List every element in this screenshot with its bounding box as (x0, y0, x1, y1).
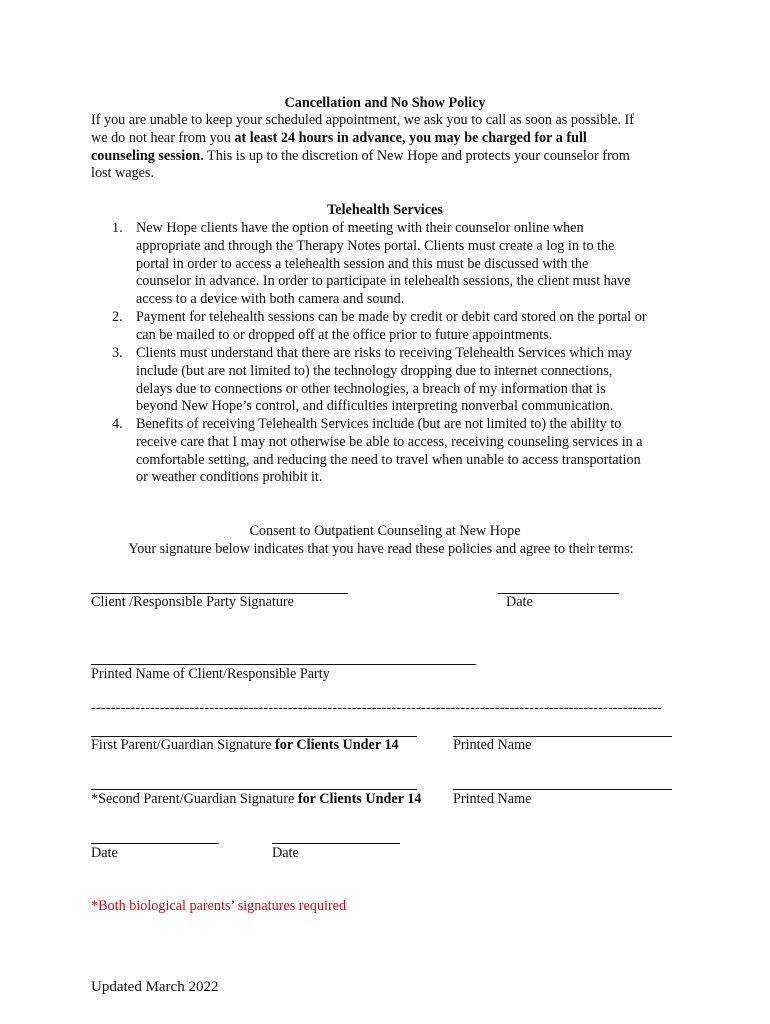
second-printed-name-line[interactable] (453, 789, 672, 790)
parent-date-label-left: Date (91, 845, 118, 861)
consent-heading: Consent to Outpatient Counseling at New Hope (249, 523, 521, 539)
consent-subtext: Your signature below indicates that you have read these policies and agree to their terms: (128, 541, 634, 557)
cancellation-paragraph: If you are unable to keep your scheduled appointment, we ask you to call as soon as possible. If we do not hear from you at least 24 hours in advance, you may be charged for a full counseling session. This is up to the discretion of New Hope and protects your counselor from lost wages. (91, 112, 634, 182)
second-parent-signature-line[interactable] (91, 789, 417, 790)
updated-date-footer: Updated March 2022 (91, 979, 219, 995)
telehealth-heading: Telehealth Services (327, 202, 443, 218)
client-signature-label: Client /Responsible Party Signature (91, 594, 294, 610)
parent-date-line-right[interactable] (272, 843, 400, 844)
first-printed-name-label: Printed Name (453, 737, 532, 753)
printed-name-line[interactable] (91, 664, 476, 665)
parent-date-line-left[interactable] (91, 843, 219, 844)
document-page: Cancellation and No Show Policy If you are unable to keep your scheduled appointment, we ask you to call as soon as possible. If we do not hear from you at least 24 hours in advance, you may be charged for a full counseling session. This is up to the discretion of New Hope and protects your counselor from lost wages. Telehealth Services 1. New Hope clients have the option of meeting with their counselor online when appropriate and through the Therapy Notes portal. Clients must create a log in to the portal in order to access a telehealth session and this must be discussed with the counselor in advance. In order to participate in telehealth sessions, the client must have access to a device with both camera and sound. 2. Payment for telehealth sessions can be made by credit or debit card stored on the portal or can be mailed to or dropped off at the office prior to future appointments. 3. Clients must understand that there are risks to receiving Telehealth Services which may include (but are not limited to) the technology dropping due to internet connections, delays due to connections or other technologies, a breach of my information that is beyond New Hope’s control, and difficulties interpreting nonverbal communication. 4. Benefits of receiving Telehealth Services include (but are not limited to) the ability to receive care that I may not otherwise be able to access, receiving counseling services in a comfortable setting, and reducing the need to travel when unable to access transportation or weather conditions prohibit it. Consent to Outpatient Counseling at New Hope Your signature below indicates that you have read these policies and agree to their terms: Client /Responsible Party Signature Date Printed Name of Client/Responsible Party -------------------------------------------------------------------------------------------------------------------- First Parent/Guardian Signature for Clients Under 14 Printed Name *Second Parent/Guardian Signature for Clients Under 14 Printed Name Date Date *Both biological parents’ signatures required Updated March 2022 (0, 0, 770, 1024)
second-printed-name-label: Printed Name (453, 791, 532, 807)
client-date-label: Date (506, 594, 533, 610)
parents-signature-note: *Both biological parents’ signatures required (91, 898, 347, 914)
dashed-separator: -------------------------------------------------------------------------------------------------------------------- (91, 700, 663, 716)
first-parent-label: First Parent/Guardian Signature for Clients Under 14 (91, 737, 399, 753)
cancellation-heading: Cancellation and No Show Policy (284, 95, 486, 111)
second-parent-label: *Second Parent/Guardian Signature for Clients Under 14 (91, 791, 422, 807)
parent-date-label-right: Date (272, 845, 299, 861)
printed-name-label: Printed Name of Client/Responsible Party (91, 666, 330, 682)
